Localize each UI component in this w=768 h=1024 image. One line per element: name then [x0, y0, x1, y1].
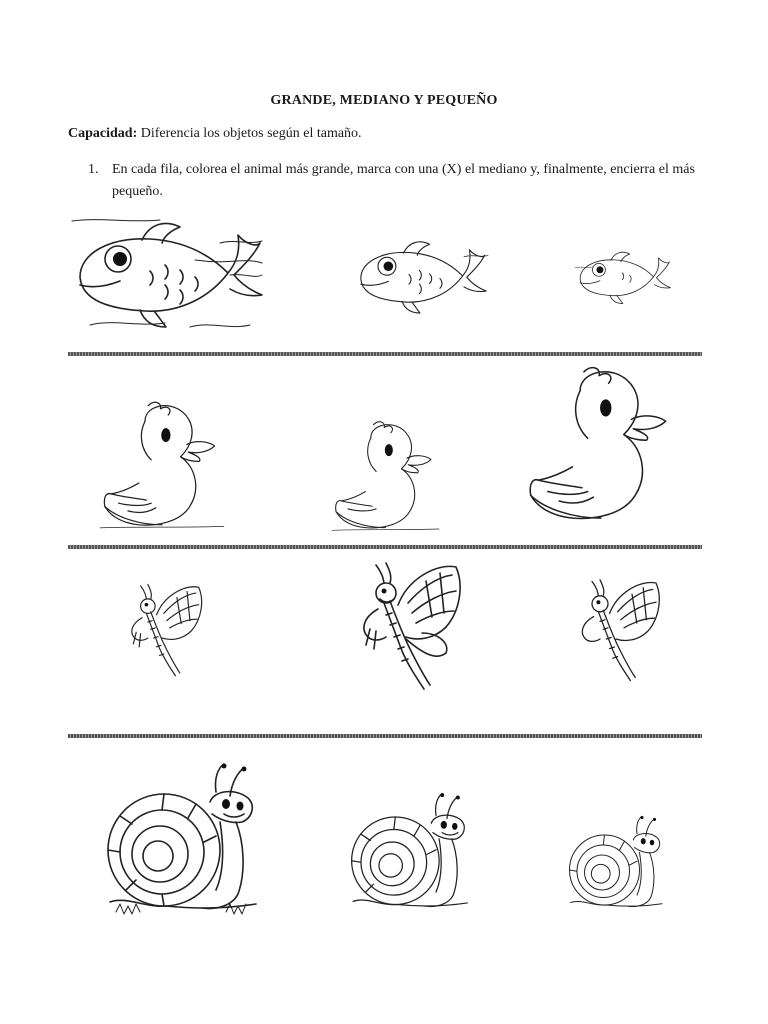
capacity-label: Capacidad: — [68, 126, 138, 141]
fish-icon — [350, 236, 492, 322]
duck-icon — [332, 418, 439, 533]
row-divider — [68, 734, 702, 738]
butterfly-icon — [356, 557, 466, 692]
duck-icon — [525, 362, 677, 526]
duck-icon — [100, 398, 224, 531]
row-divider — [68, 545, 702, 549]
capacity-text: Diferencia los objetos según el tamaño. — [137, 126, 362, 141]
instruction-text: En cada fila, colorea el animal más grande, marca con una (X) el mediano y, finalmente, encierra el más pequeño. — [112, 162, 695, 199]
worksheet-title: GRANDE, MEDIANO Y PEQUEÑO — [270, 93, 498, 108]
snail-icon — [568, 815, 666, 915]
row-divider — [68, 352, 702, 356]
fish-icon — [572, 248, 675, 310]
snail-icon — [350, 792, 472, 917]
snail-icon — [106, 762, 262, 922]
butterfly-icon — [126, 580, 206, 678]
fish-icon — [70, 215, 265, 340]
instruction-number: 1. — [88, 162, 99, 177]
butterfly-icon — [576, 575, 664, 683]
capacity-line — [68, 126, 362, 142]
